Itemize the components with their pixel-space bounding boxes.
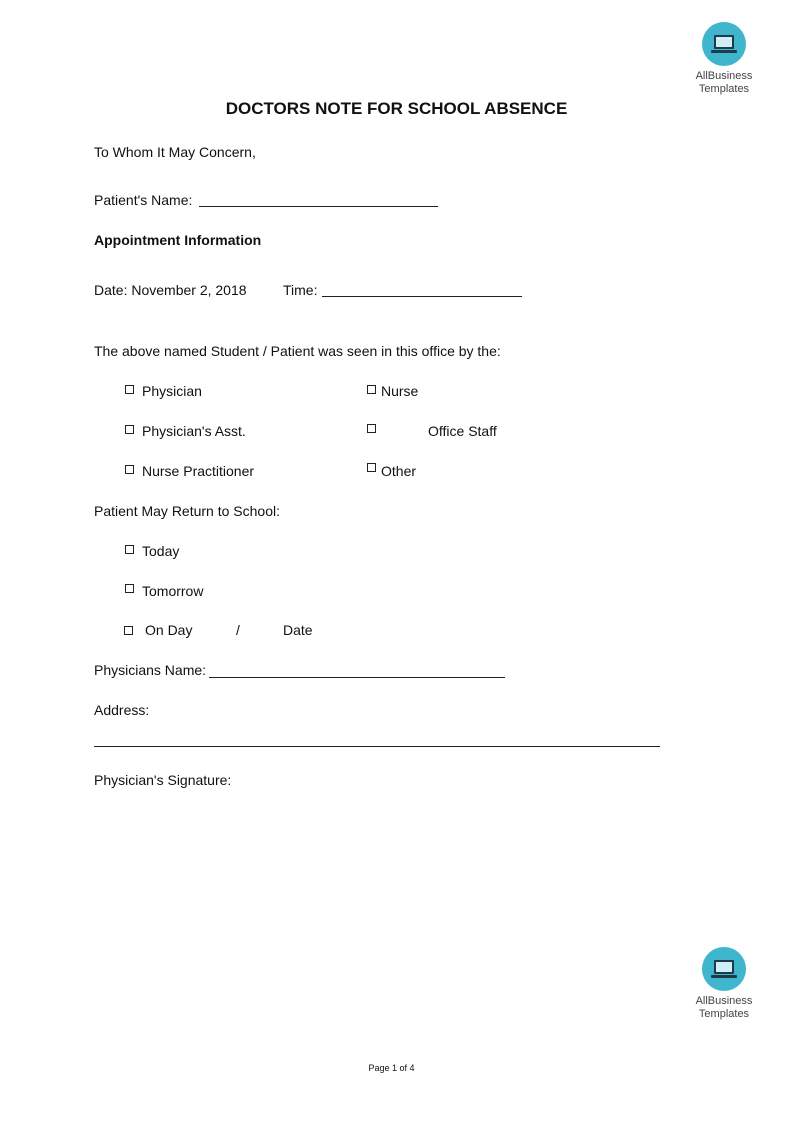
time-field[interactable] <box>322 296 522 297</box>
time-label: Time: <box>283 282 318 298</box>
nurse-practitioner-checkbox[interactable] <box>125 465 134 474</box>
patient-name-field[interactable] <box>199 206 438 207</box>
logo-text-line2: Templates <box>698 83 750 95</box>
physicians-asst-label: Physician's Asst. <box>142 423 246 439</box>
today-label: Today <box>142 543 180 559</box>
bottom-logo <box>684 947 764 1021</box>
laptop-icon <box>702 22 746 66</box>
address-label: Address: <box>94 702 150 718</box>
logo-text-line1: AllBusiness <box>695 995 753 1007</box>
physicians-name-field[interactable] <box>209 677 505 678</box>
page-title: DOCTORS NOTE FOR SCHOOL ABSENCE <box>225 99 568 118</box>
top-logo <box>684 22 764 96</box>
tomorrow-label: Tomorrow <box>142 583 204 599</box>
office-staff-label: Office Staff <box>428 423 497 439</box>
address-field[interactable] <box>94 746 660 747</box>
return-date-label: Date <box>283 622 313 638</box>
nurse-practitioner-label: Nurse Practitioner <box>142 463 255 479</box>
on-day-checkbox[interactable] <box>124 626 133 635</box>
physicians-asst-checkbox[interactable] <box>125 425 134 434</box>
seen-statement: The above named Student / Patient was seen in this office by the: <box>94 343 501 359</box>
date-text: Date: November 2, 2018 <box>94 282 247 298</box>
tomorrow-checkbox[interactable] <box>125 584 134 593</box>
today-checkbox[interactable] <box>125 545 134 554</box>
logo-text-line1: AllBusiness <box>695 70 753 82</box>
other-label: Other <box>381 463 417 479</box>
signature-label: Physician's Signature: <box>94 772 232 788</box>
physician-checkbox[interactable] <box>125 385 134 394</box>
nurse-checkbox[interactable] <box>367 385 376 394</box>
salutation: To Whom It May Concern, <box>94 144 256 160</box>
on-day-label: On Day <box>145 622 193 638</box>
laptop-icon <box>702 947 746 991</box>
appointment-heading: Appointment Information <box>94 232 262 248</box>
patient-name-label: Patient's Name: <box>94 192 193 208</box>
return-label: Patient May Return to School: <box>94 503 280 519</box>
physician-label: Physician <box>142 383 202 399</box>
page-number: Page 1 of 4 <box>368 1063 415 1073</box>
logo-text-line2: Templates <box>698 1008 750 1020</box>
date-separator: / <box>236 622 240 638</box>
other-checkbox[interactable] <box>367 463 376 472</box>
physicians-name-label: Physicians Name: <box>94 662 207 678</box>
nurse-label: Nurse <box>381 383 419 399</box>
office-staff-checkbox[interactable] <box>367 424 376 433</box>
